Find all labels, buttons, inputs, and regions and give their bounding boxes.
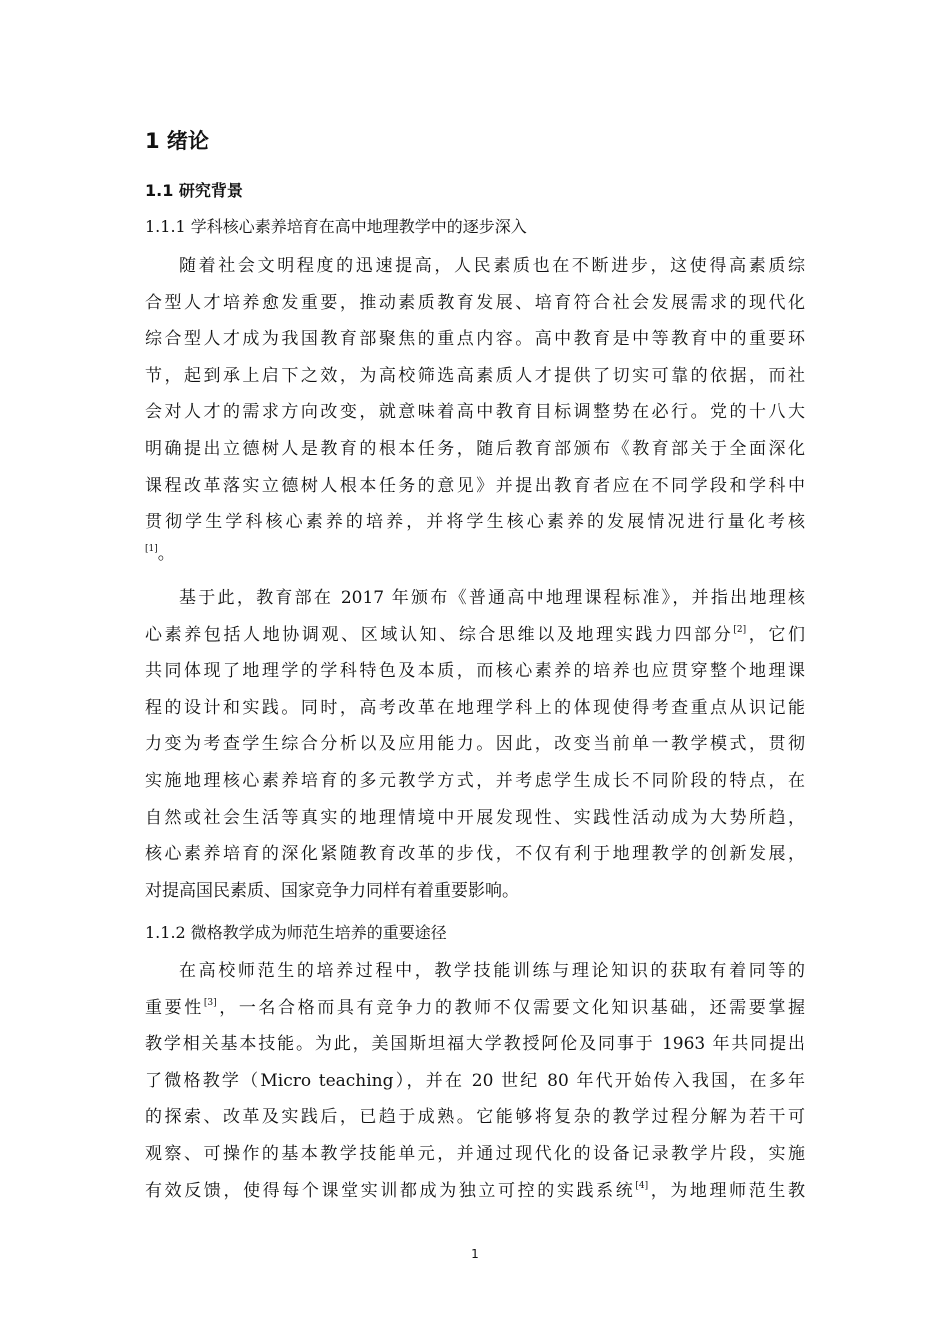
- citation-ref: [3]: [203, 997, 217, 1008]
- subsection-heading-1-1-2: 1.1.2 微格教学成为师范生培养的重要途径: [145, 923, 447, 942]
- paragraph-line: [145, 990, 805, 1027]
- paragraph-line: 会对人才的需求方向改变，就意味着高中教育目标调整势在必行。党的十八大: [145, 402, 805, 423]
- text-run: ，一名合格而具有竞争力的教师不仅需要文化知识基础，还需要掌握: [216, 997, 806, 1018]
- text-run: ，它们: [746, 624, 806, 645]
- chapter-heading: 1 绪论: [145, 129, 209, 153]
- paragraph-3: [145, 953, 805, 1209]
- paragraph-line: 力变为考查学生综合分析以及应用能力。因此，改变当前单一教学模式，贯彻: [145, 734, 805, 755]
- paragraph-line: 实施地理核心素养培育的多元教学方式，并考虑学生成长不同阶段的特点，在: [145, 770, 805, 791]
- text-run: 心素养包括人地协调观、区域认知、综合思维以及地理实践力四部分: [145, 624, 734, 645]
- paragraph-line: 教学相关基本技能。为此，美国斯坦福大学教授阿伦及同事于 1963 年共同提出: [145, 1034, 805, 1055]
- section-heading: 1.1 研究背景: [145, 181, 243, 200]
- text-run: ，为地理师范生教: [648, 1180, 806, 1201]
- paragraph-1: [145, 248, 805, 567]
- paragraph-line: 对提高国民素质、国家竞争力同样有着重要影响。: [145, 880, 519, 901]
- paragraph-line: 共同体现了地理学的学科特色及本质，而核心素养的培养也应贯穿整个地理课: [145, 661, 805, 682]
- paragraph-line: 了微格教学（Micro teaching），并在 20 世纪 80 年代开始传入我国，在多年: [145, 1070, 805, 1091]
- paragraph-line: 自然或社会生活等真实的地理情境中开展发现性、实践性活动成为大势所趋，: [145, 807, 805, 828]
- paragraph-tail: [145, 541, 805, 567]
- paragraph-line: 随着社会文明程度的迅速提高，人民素质也在不断进步，这使得高素质综: [179, 256, 805, 276]
- paragraph-line: 贯彻学生学科核心素养的培养，并将学生核心素养的发展情况进行量化考核: [145, 512, 805, 533]
- paragraph-end-mark: 。: [157, 543, 175, 564]
- paragraph-line: 核心素养培育的深化紧随教育改革的步伐，不仅有利于地理教学的创新发展，: [145, 844, 805, 865]
- paragraph-line: 明确提出立德树人是教育的根本任务，随后教育部颁布《教育部关于全面深化: [145, 438, 805, 459]
- paragraph-line: 在高校师范生的培养过程中，教学技能训练与理论知识的获取有着同等的: [179, 961, 805, 981]
- paragraph-line: 基于此，教育部在 2017 年颁布《普通高中地理课程标准》，并指出地理核: [179, 588, 805, 608]
- citation-ref: [4]: [635, 1180, 649, 1191]
- citation-ref: [2]: [733, 624, 747, 635]
- paragraph-line: 课程改革落实立德树人根本任务的意见》并提出教育者应在不同学段和学科中: [145, 475, 805, 496]
- paragraph-line: 节，起到承上启下之效，为高校筛选高素质人才提供了切实可靠的依据，而社: [145, 365, 805, 386]
- page-number: 1: [471, 1247, 479, 1261]
- text-run: 重要性: [145, 997, 204, 1018]
- text-run: 有效反馈，使得每个课堂实训都成为独立可控的实践系统: [145, 1180, 636, 1201]
- paragraph-line: 程的设计和实践。同时，高考改革在地理学科上的体现使得考查重点从识记能: [145, 697, 805, 718]
- citation-ref: [1]: [145, 543, 158, 554]
- paragraph-line: 观察、可操作的基本教学技能单元，并通过现代化的设备记录教学片段，实施: [145, 1143, 805, 1164]
- paragraph-line: 综合型人才成为我国教育部聚焦的重点内容。高中教育是中等教育中的重要环: [145, 329, 805, 350]
- paragraph-line: 的探索、改革及实践后，已趋于成熟。它能够将复杂的教学过程分解为若干可: [145, 1107, 805, 1128]
- paragraph-line: [145, 1173, 805, 1210]
- paragraph-line: 合型人才培养愈发重要，推动素质教育发展、培育符合社会发展需求的现代化: [145, 292, 805, 313]
- paragraph-2: [145, 580, 805, 909]
- paragraph-line: [145, 617, 805, 654]
- subsection-heading-1-1-1: 1.1.1 学科核心素养培育在高中地理教学中的逐步深入: [145, 217, 527, 236]
